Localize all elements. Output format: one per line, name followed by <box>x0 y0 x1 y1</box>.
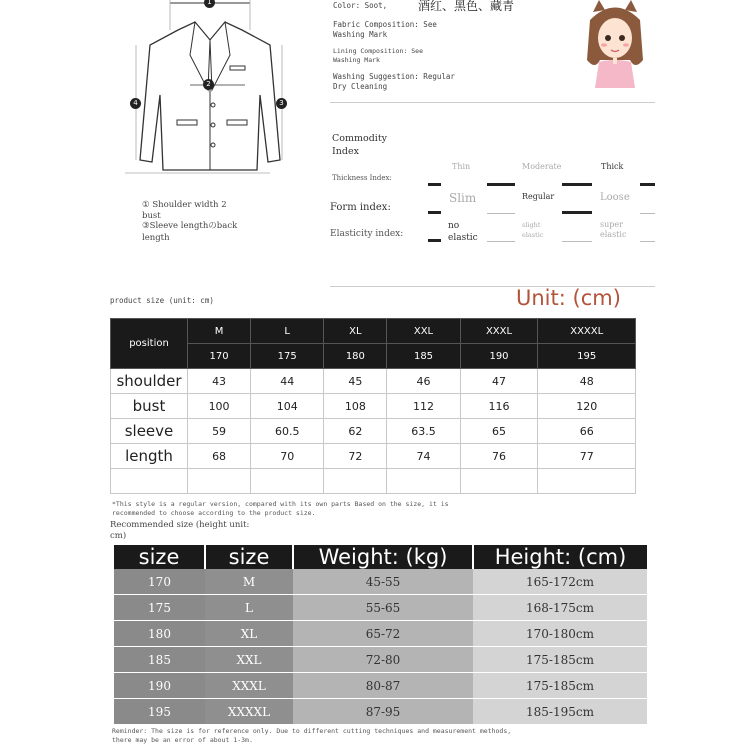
rec-header-height: Height: (cm) <box>473 545 647 569</box>
table-cell: 168-175cm <box>473 595 647 621</box>
table-cell: 112 <box>387 394 460 419</box>
product-size-caption: product size (unit: cm) <box>110 296 214 305</box>
table-cell: XXL <box>205 647 293 673</box>
thickness-tick-3 <box>562 183 592 186</box>
table-cell: 44 <box>251 369 324 394</box>
table-row <box>114 699 647 725</box>
recommended-caption: Recommended size (height unit: cm) <box>110 520 250 541</box>
height-header-row <box>111 344 636 369</box>
table-row <box>114 621 647 647</box>
thickness-opt-thick: Thick <box>601 162 624 171</box>
size-col-header: XXXL <box>460 319 538 344</box>
thickness-opt-moderate: Moderate <box>522 162 562 171</box>
thickness-tick-2 <box>487 183 515 186</box>
table-row <box>114 647 647 673</box>
size-col-header: XXL <box>387 319 460 344</box>
table-cell <box>251 469 324 494</box>
size-col-header: L <box>251 319 324 344</box>
height-col-header: 195 <box>538 344 636 369</box>
position-cell <box>111 319 188 369</box>
table-cell: XL <box>205 621 293 647</box>
size-col-header: XL <box>324 319 387 344</box>
table-cell: 170 <box>114 569 205 595</box>
table-row <box>111 394 636 419</box>
table-cell: XXXXL <box>205 699 293 725</box>
elasticity-index-label: Elasticity index: <box>330 229 404 239</box>
table-cell: 59 <box>188 419 251 444</box>
table-cell: 70 <box>251 444 324 469</box>
table-cell: 185-195cm <box>473 699 647 725</box>
rec-header-weight: Weight: (kg) <box>293 545 473 569</box>
form-index-label: Form index: <box>330 202 391 213</box>
row-label-shoulder: shoulder <box>111 369 188 394</box>
row-label-sleeve: sleeve <box>111 419 188 444</box>
rec-header-size-2: size <box>205 545 293 569</box>
form-tick-1 <box>428 211 441 214</box>
table-cell: 68 <box>188 444 251 469</box>
elastic-tick-1 <box>428 239 441 242</box>
measure-note-2: ③Sleeve lengthのback length <box>142 221 238 243</box>
girl-avatar <box>575 0 655 88</box>
form-opt-loose: Loose <box>600 192 630 203</box>
thickness-opt-thin: Thin <box>452 162 471 171</box>
table-cell: 175-185cm <box>473 673 647 699</box>
size-footnote: *This style is a regular version, compared with its own parts Based on the size, it is recommended to choose according to the product size. <box>112 500 449 517</box>
table-cell <box>538 469 636 494</box>
thickness-tick-4 <box>640 183 655 186</box>
measure-badge-3: 3 <box>276 98 287 109</box>
table-row <box>111 419 636 444</box>
table-cell: 116 <box>460 394 538 419</box>
table-cell: 65 <box>460 419 538 444</box>
table-cell: 66 <box>538 419 636 444</box>
measure-badge-2: 2 <box>203 79 214 90</box>
table-cell: 65-72 <box>293 621 473 647</box>
row-label-length: length <box>111 444 188 469</box>
table-cell: 72-80 <box>293 647 473 673</box>
table-cell <box>387 469 460 494</box>
table-cell: 195 <box>114 699 205 725</box>
table-row-empty <box>111 469 636 494</box>
color-values: 酒红、黑色、藏青 <box>418 0 515 13</box>
table-cell: L <box>205 595 293 621</box>
table-cell: 80-87 <box>293 673 473 699</box>
table-cell: 47 <box>460 369 538 394</box>
table-cell: 100 <box>188 394 251 419</box>
table-cell: 76 <box>460 444 538 469</box>
elastic-opt-super: super elastic <box>600 220 627 239</box>
position-label: position <box>129 338 169 349</box>
size-col-header: M <box>188 319 251 344</box>
height-col-header: 185 <box>387 344 460 369</box>
table-row <box>111 369 636 394</box>
table-cell: 185 <box>114 647 205 673</box>
table-cell: XXXL <box>205 673 293 699</box>
thickness-tick-1 <box>428 183 441 186</box>
table-cell: 72 <box>324 444 387 469</box>
table-cell: 55-65 <box>293 595 473 621</box>
table-cell: 48 <box>538 369 636 394</box>
recommended-size-table <box>114 545 647 725</box>
elastic-opt-slight: slight elastic <box>522 221 544 239</box>
form-line-1 <box>487 213 515 214</box>
table-cell <box>111 469 188 494</box>
blazer-illustration <box>120 0 300 180</box>
recommended-header-row <box>114 545 647 569</box>
table-cell <box>188 469 251 494</box>
table-cell: 45 <box>324 369 387 394</box>
table-cell <box>324 469 387 494</box>
unit-label: Unit: (cm) <box>516 286 621 310</box>
color-label: Color: Soot, <box>333 1 388 10</box>
table-cell: 165-172cm <box>473 569 647 595</box>
table-cell: 170-180cm <box>473 621 647 647</box>
fabric-composition: Fabric Composition: See Washing Mark <box>333 20 437 39</box>
table-row <box>114 569 647 595</box>
commodity-index-title: Commodity Index <box>332 133 388 157</box>
table-cell: 190 <box>114 673 205 699</box>
height-col-header: 180 <box>324 344 387 369</box>
table-row <box>111 444 636 469</box>
table-cell <box>460 469 538 494</box>
height-col-header: 190 <box>460 344 538 369</box>
measure-badge-4: 4 <box>130 98 141 109</box>
table-cell: 46 <box>387 369 460 394</box>
table-cell: 74 <box>387 444 460 469</box>
table-row <box>114 595 647 621</box>
table-cell: 63.5 <box>387 419 460 444</box>
washing-suggestion: Washing Suggestion: Regular Dry Cleaning <box>333 72 455 91</box>
elastic-opt-none: no elastic <box>448 221 478 243</box>
table-cell: 45-55 <box>293 569 473 595</box>
reminder-note: Reminder: The size is for reference only. Due to different cutting techniques and measurement methods, there may be an error of about 1-3m. <box>112 727 512 744</box>
measure-note-1: ① Shoulder width 2 bust <box>142 200 227 221</box>
table-cell: 43 <box>188 369 251 394</box>
table-row <box>114 673 647 699</box>
table-cell: 180 <box>114 621 205 647</box>
height-col-header: 175 <box>251 344 324 369</box>
size-col-header: XXXXL <box>538 319 636 344</box>
table-cell: 77 <box>538 444 636 469</box>
table-cell: 120 <box>538 394 636 419</box>
lining-composition: Lining Composition: See Washing Mark <box>333 47 424 64</box>
table-cell: 62 <box>324 419 387 444</box>
table-cell: M <box>205 569 293 595</box>
elastic-line-3 <box>640 241 655 242</box>
rec-header-size: size <box>114 545 205 569</box>
height-col-header: 170 <box>188 344 251 369</box>
thickness-index-label: Thickness Index: <box>332 174 392 182</box>
table-cell: 175-185cm <box>473 647 647 673</box>
row-label-bust: bust <box>111 394 188 419</box>
form-opt-regular: Regular <box>522 192 555 201</box>
table-cell: 87-95 <box>293 699 473 725</box>
product-size-table <box>110 318 636 494</box>
elastic-line-1 <box>487 241 515 242</box>
form-line-2 <box>640 213 655 214</box>
table-cell: 60.5 <box>251 419 324 444</box>
form-tick-2 <box>562 211 592 214</box>
elastic-line-2 <box>562 241 592 242</box>
table-cell: 108 <box>324 394 387 419</box>
measure-badge-1: 1 <box>204 0 215 8</box>
size-header-row <box>111 319 636 344</box>
info-divider <box>330 102 655 103</box>
form-opt-slim: Slim <box>449 191 477 205</box>
table-cell: 104 <box>251 394 324 419</box>
table-cell: 175 <box>114 595 205 621</box>
